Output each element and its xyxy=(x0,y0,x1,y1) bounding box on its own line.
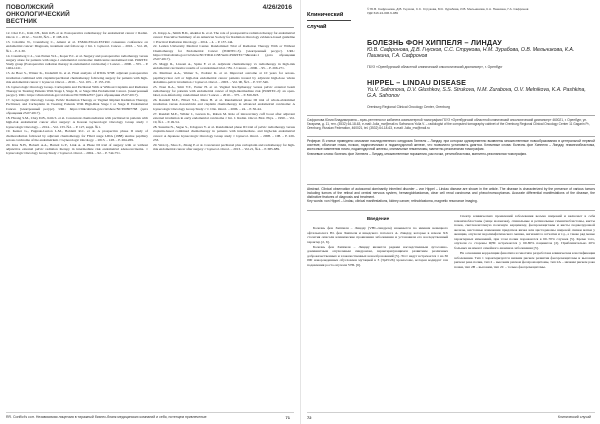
reference-item: 15. de Boer S., Winter K., Underhill K. et al. Final analysis of RTOG 9708: adjuvant postoperative irradiation combined with cisplatin/paclitaxel chemotherapy following surgery for patients with high-risk endometrial cancer // Gynecol. Oncol. – 2016. – Vol. 103. – P. 155-159. xyxy=(6,71,148,84)
correspondence-block: Сафронова Юлия Владимировна – врач-рентгенолог кабинета компьютерной томографии ГБУЗ «Оренбургский областной клинический онкологический диспансер» 460021, г. Оренбург, ул. Гагарина, д. 11, тел. (3532) 64-18-63, e-mail: Julia_rrw@mail.ru Safronova Yulia V. – radiologist of the computed tomography cabinet of the Orenburg Regional Clinical Oncology Center 11 Gagarin Pr., Orenburg, Russian Federation, 460021, tel. (3532) 64-18-63, e-mail: Julia_rrw@mail.ru xyxy=(307,118,591,131)
intro-heading: Введение xyxy=(366,216,390,221)
reference-item: 25. Nout R.A., Smit V.T., Putter H. et al. Vaginal brachytherapy versus pelvic external beam radiotherapy for patients with endometrial cancer of high-intermediate risk (PORTEC-2): an open-label, non-inferiority, randomised trial // Lancet. – 2010. – 375. – P. 816-823. xyxy=(153,84,295,98)
authors-en: Yu.V. Safronova, D.V. Glushkov, S.S. Strukova, N.M. Zurabova, O.V. Melnikova, K.A. Pashkina, G.A. Safronov xyxy=(367,87,586,100)
references-column-1 xyxy=(6,31,148,156)
body-paragraph: Болезнь фон Хиппеля – Линдау является редким наследственным аутосомно-доминантным опухолевым синдромом, характеризующимся развитием различных доброкачественных и злокачественных новообразований [5]. Этот недуг встречается 1 на 36 000 новорожденных обусловлен мутацией в 3 (3p25/26) хромосоме, которая кодирует ген подавления роста опухоли VHL [6]. xyxy=(307,244,448,267)
body-paragraph: Болезнь фон Хиппеля – Линдау (VHL-синдром) называется по именам немецкого офтальмолога Ю. фон Хиппеля и шведского патолога А. Линдау, которые в начале XX столетия описали клинические проявления заболевания и установили его наследственный характер [2, 6]. xyxy=(307,226,448,244)
reference-item: 14. Creutzberg C.L., van Putten W.L., Koper P.C. et al. Surgery and postoperative radiotherapy versus surgery alone for patients with stage-1 endometrial carcinoma: multicentre randomised trial. PORTEC Study group (Postoperative radiation therapy in endometrial carcinoma) // Lancet. – 2000. – 355. – P. 1404-1411. xyxy=(6,53,148,71)
article-meta xyxy=(367,7,593,15)
section-label: Клинический случай xyxy=(307,12,344,30)
abstract-ru xyxy=(307,139,595,156)
journal-title-line-2: ОНКОЛОГИЧЕСКИЙ xyxy=(6,11,70,19)
keywords-ru: Ключевые слова: болезнь фон Хиппеля – Линдау, множественные поражения, рак почки, ретинобластома, магнитно-резонансная томография. xyxy=(307,151,527,156)
left-page-footer xyxy=(6,412,294,421)
page-number: 71 xyxy=(285,415,290,420)
affiliation-ru: ГБУЗ «Оренбургский областной клинический онкологический диспансер», г. Оренбург xyxy=(367,65,503,69)
reference-item: 24. Martinez A.A., Weiner S., Podratz K. et al. Improved outcome at 10 years for serous-papillary/clear cell or high-risk endometrial cancer patients treated by adjuvant high-dose whole abdomino-pelvic irradiation // Gynecol. Oncol. – 2003. – Vol. 90, №3. – P. 537-546. xyxy=(153,71,295,84)
reference-item: 21. Klopp A., Smith B.D., Alektiar K. et al. The role of postoperative radiation therapy for endometrial cancer: Executive Summary of an American Society for Radiation Oncology evidence-based guideline // Practical Radiation Oncology. – 2014. – 4. – P. 137-144. xyxy=(153,31,295,44)
header-divider xyxy=(6,27,294,28)
reference-item: 18. Hwang S.M., Chay D.B., Kim S. et al. Concurrent chemoradiation with paclitaxel in patients with high-risk endometrial cancer after surgery: A Korean Gynecologic Oncology Group study // Gynecologic Oncology. – 2014. – Vol. 133. №1. – P. 127, suppl. №1. xyxy=(6,115,148,129)
reference-item: 28. Susumu N., Sagae S., Udagawa Y. et al. Randomized phase III trial of pelvic radiotherapy versus cisplatin-based combined chemotherapy in patients with intermediate- and high-risk endometrial cancer: A Japanese Gynecologic Oncology Group study // Gynecol. Oncol. – 2008. – 108. – P. 226-233. xyxy=(153,125,295,142)
right-page-footer xyxy=(307,412,595,421)
authors-ru: Ю.В. Сафронова, Д.В. Гнусков, С.С. Струкова, Н.М. Зурабова, О.В. Мельникова, К.А. Пашкина, Г.А. Сафронов xyxy=(367,47,575,60)
abstract-ru-text: Реферат. В статье приведено описание наследственного синдрома Гиппеля – Линдау, при котором одновременно выявлены множественные новообразования в центральной нервной системе, оболочке глаза, почках, надпочечниках и поджелудочной железе, что позволило установить диагноз. Ключевые слова: болезнь фон Хиппеля – Линдау, гемангиобластома, кистозные изменения почек, поджелудочной железы, спинальные гемангиомы, магнитно-резонансная томография. xyxy=(307,139,595,152)
abstract-en-text: Abstract. Clinical observation of autosomal dominantly inherited disorder – von Hippel – Lindau disease are shown in the article. The disease is characterized by the presence of various tumors including tumors of the retinal and central nervous system, hemangioblastomas, clear cell renal carcinoma and pheochromocytomas. Accurate differential manifestations of the disease, the distinctive features of diagnosis and treatment. xyxy=(307,187,595,200)
body-paragraph: На основании корреляции фенотипа и генотипа разработана клиническая классификация заболевания. Тип 1 характеризуется низким риском развития феохромоцитомы и высоким риском рака почки, тип 2 – высоким риском феохромоцитомы, тип 2А – низким риском рака почки, тип 2В – высоким, тип 2С – только феохромоцитомы. xyxy=(454,250,595,269)
footer-text: Клинический случай xyxy=(557,415,591,419)
reference-item: 20. Kiss N.H., Boberti A.A., Barrett G.Y., Link A. A Phase III trial of surgery with or without adjunctive external pelvic radiation therapy in intermediate risk endometrial adenocarcinoma. // Gynecologic Oncology Group Study // Gynecol. Oncol. – 2004. – 92. – P. 744-751. xyxy=(6,142,148,156)
reference-item: 17. Gynecologic Oncology Group. Pelvic Radiation Therapy or Vaginal Implant Radiation Therapy, Paclitaxel, and Carboplatin in Treating Patients With High-Risk Stage I or Stage II Endometrial Cancer. [электронный ресурс]. URL: https://clinicaltrials.gov/ct2/show/NCT00807768 (дата обращения 23.07.2017). xyxy=(6,98,148,116)
copyright-line: © Ю.В. Сафронова, Д.В. Гнусков, С.С. Струкова, М.К. Зурабова, И.В. Мельникова, К.А. Пашкина, Г.А. Сафронов xyxy=(367,7,529,11)
reference-item: 12. Choi E.C., Kim J.H., Kim O.B. et al. Postoperative radiotherapy for endometrial cancer // Radiat. Oncol. J. – 2012. – Vol.30, №3. – P. 108-116. xyxy=(6,31,148,40)
journal-title-line-3: ВЕСТНИК xyxy=(6,18,38,26)
reference-item: 27. Randall M.E., Wilder J., Greven K., Raben M. Role of intracavitary cuff boost after adjuvant external irradiation in early endometrial carcinoma // Int. J. Radiat. Oncol. Biol. Phys. – 1990. – Vol. 19, №1. – P. 49-54. xyxy=(153,111,295,125)
article-title-ru: БОЛЕЗНЬ ФОН ХИППЕЛЯ – ЛИНДАУ xyxy=(367,38,502,47)
reference-item: 19. Kenter G., Pugnale-Lurton L.M., Boldetti R.C. et al. A prospective phase II study of chemoradiation followed by adjuvant chemotherapy for FIGO stage I-IIIA (1988) uterine papillary serous carcinoma of the endometrium // Gynecologic Oncology. – 2013. – 128. – P. 264-269. xyxy=(6,129,148,142)
affiliation-en: Orenburg Regional Clinical Oncology Center, Orenburg xyxy=(367,105,450,109)
body-column-1 xyxy=(307,226,448,268)
udc-code: УДК 616.24-006.6-089 xyxy=(367,11,399,15)
body-column-2 xyxy=(454,214,595,270)
right-page xyxy=(300,0,600,424)
reference-item: 16. Gynecologic Oncology Group. Carboplatin and Paclitaxel With or Without Cisplatin and Radiation Therapy in Treating Patients With Stage I, Stage II, or Stage IIIA Endometrial Cancer. [электронный ресурс]. URL: https://clinicaltrials.gov/ct2/show/NCT00942357 (дата обращения 23.07.2017). xyxy=(6,84,148,98)
divider xyxy=(307,115,595,116)
divider xyxy=(307,210,595,211)
page-number: 72 xyxy=(307,415,312,420)
abstract-en xyxy=(307,187,595,204)
divider xyxy=(307,136,595,137)
issue-date: 4/26/2016 xyxy=(262,4,292,11)
article-title-en: HIPPEL – LINDAU DISEASE xyxy=(367,78,467,87)
section-underline xyxy=(307,20,351,21)
body-paragraph: Спектр клинических проявлений заболевания весьма широкий и включает в себя гемангиобластомы (чаще мозжечка), спинальные и ретинальные гемангиобластомы, кисты почек, светлоклеточную почечную карциному, феохромоцитомы и кисты поджелудочной железы, кистозные изменения придатков яичка или цистаденомы широкой связки матки у женщин, опухоли эндолимфатического мешка, ангиоматоз сетчатки и т.д., а также ряд менее характерных изменений, при этом почки поражаются в 60–70% случаев [5]. Кроме того, опухоли со стороны ЦНС встречаются у 60-80% пациентов [2]. Приблизительно 20% больных не имеют семейного анамнеза заболевания [3]. xyxy=(454,214,595,250)
reference-item: 29. Wen Q., Shao Z., Zhang P. et al. Concurrent paclitaxel plus carboplatin and radiotherapy for high-risk endometrial cancer after surgery // Gynecol. Oncol. – 2013. – Vol.21, №4. – P. 685-689. xyxy=(153,142,295,152)
journal-title-line-1: ПОВОЛЖСКИЙ xyxy=(6,4,54,11)
reference-item: 23. Maggi R., Lissoni A., Spina F. et al. Adjuvant chemotherapy vs radiotherapy in high-risk endometrial carcinoma: results of a randomised trial // Br. J. Cancer. – 2006. – 95. – P. 266-271. xyxy=(153,62,295,71)
reference-item: 13. Colombo N., Creutzberg C., Amant et al. ESMO-ESGO-ESTRO consensus conference on endometrial cancer: Diagnosis, treatment and follow-up // Int. J. Gynecol. Cancer. – 2016. – Vol. 26, №1. – P. 2-30. xyxy=(6,40,148,53)
divider xyxy=(307,184,595,185)
footer-text: RR. Conflict's corr. Независимая лицензия в тиражный бизнес-бланк медицинских компаний и себя, потенцем привлеченые xyxy=(6,415,207,419)
reference-item: 22. Leiden University Medical Center. Randomized Trial of Radiation Therapy With or Without Chemotherapy for Endometrial Cancer (PORTEC-3). [электронный ресурс]. URL: https://clinicaltrials.gov/ct2/show/NCT00411138?term=PORTEC+3&rank=1 (дата обращения 23.07.2017). xyxy=(153,44,295,62)
reference-item: 26. Randall M.E., Filiaci V.L., Muss H. et al. Randomized phase III trial of whole-abdominal irradiation versus doxorubicin and cisplatin chemotherapy in advanced endometrial carcinoma: A Gynecologic Oncology Group Study // J. Clin. Oncol. – 2006. – 24. – P. 36-44. xyxy=(153,98,295,111)
keywords-en: Key words: von Hippel – Lindau, clinical manifestations, kidney cancer, retinoblastoma, magnetic resonance imaging. xyxy=(307,199,478,204)
references-column-2 xyxy=(153,31,295,152)
